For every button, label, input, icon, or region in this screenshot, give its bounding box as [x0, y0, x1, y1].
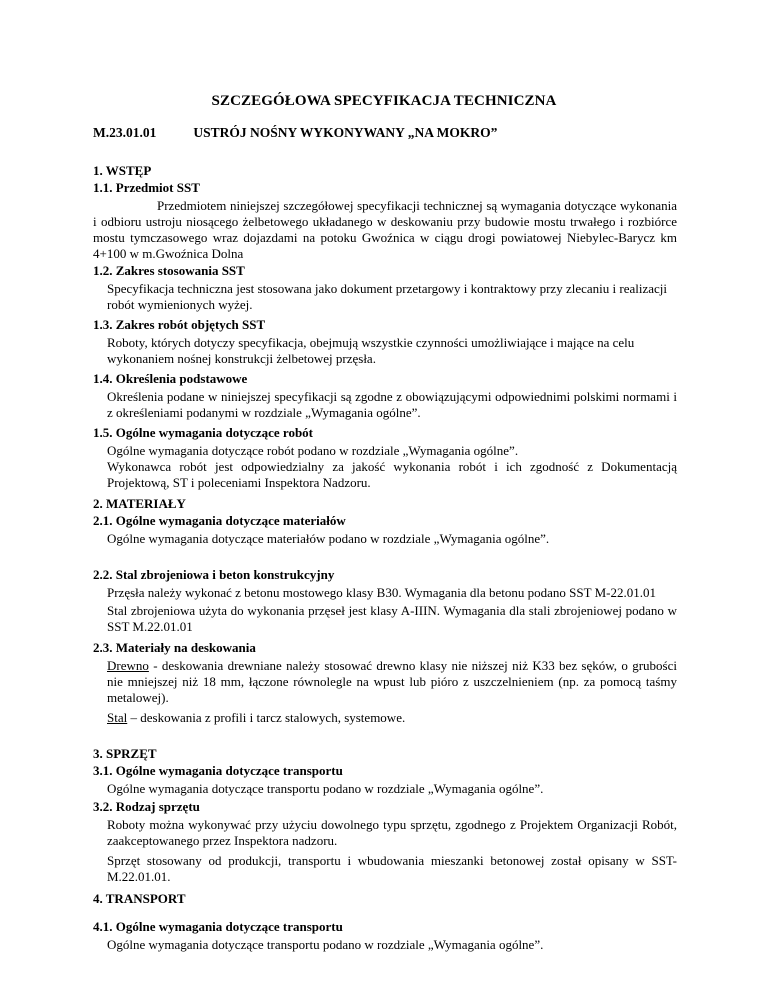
section-heading-3: 3. SPRZĘT	[93, 746, 157, 761]
section-text-2-1: Ogólne wymagania dotyczące materiałów podano w rozdziale „Wymagania ogólne”.	[107, 531, 550, 546]
section-text-2-3-a	[107, 658, 677, 706]
section-heading-1-2: 1.2. Zakres stosowania SST	[93, 263, 245, 278]
section-heading-4-1: 4.1. Ogólne wymagania dotyczące transportu	[93, 919, 343, 934]
section-text-3-2-a: Roboty można wykonywać przy użyciu dowolnego typu sprzętu, zgodnego z Projektem Organizacji Robót, zaakceptowanego przez Inspektora nadzoru.	[107, 817, 677, 848]
section-heading-2-1: 2.1. Ogólne wymagania dotyczące materiałów	[93, 513, 346, 528]
section-text-1-4: Określenia podane w niniejszej specyfikacji są zgodne z obowiązującymi odpowiednimi polskimi normami i z określeniami podanymi w rozdziale „Wymagania ogólne”.	[107, 389, 677, 420]
section-text-3-2-b: Sprzęt stosowany od produkcji, transportu i wbudowania mieszanki betonowej został opisany w SST-M.22.01.01.	[107, 853, 677, 884]
section-text-2-2-a: Przęsła należy wykonać z betonu mostowego klasy B30. Wymagania dla betonu podano SST M-22.01.01	[107, 585, 656, 600]
section-text-1-5-b: Wykonawca robót jest odpowiedzialny za jakość wykonania robót i ich zgodność z Dokumentacją Projektową, ST i poleceniami Inspektora Nadzoru.	[107, 459, 677, 490]
term-drewno: Drewno	[107, 658, 149, 673]
spec-subtitle: USTRÓJ NOŚNY WYKONYWANY „NA MOKRO”	[193, 125, 498, 140]
term-drewno-desc: - deskowania drewniane należy stosować drewno klasy nie niższej niż K33 bez sęków, o grubości nie mniejszej niż 18 mm, łączone równolegle na wpust lub pióro z uszczelnieniem (np. za pomocą taśmy metalowej).	[107, 658, 677, 705]
section-text-1-1: Przedmiotem niniejszej szczegółowej specyfikacji technicznej są wymagania dotyczące wykonania i odbioru ustroju niosącego żelbetowego układanego w deskowaniu przy budowie mostu trwałego i rozbiórce mostu tymczasowego wraz dojazdami na potoku Gwoźnica w ciągu drogi powiatowej Niebylec-Barycz km 4+100 w m.Gwoźnica Dolna	[93, 198, 677, 261]
section-heading-2: 2. MATERIAŁY	[93, 496, 186, 511]
section-text-2-2-b: Stal zbrojeniowa użyta do wykonania przęseł jest klasy A-IIIN. Wymagania dla stali zbrojeniowej podano w SST M.22.01.01	[107, 603, 677, 634]
section-heading-1-3: 1.3. Zakres robót objętych SST	[93, 317, 266, 332]
section-heading-1: 1. WSTĘP	[93, 163, 152, 178]
section-text-1-5-a: Ogólne wymagania dotyczące robót podano w rozdziale „Wymagania ogólne”.	[107, 443, 519, 458]
term-stal-desc: – deskowania z profili i tarcz stalowych, systemowe.	[127, 710, 406, 725]
section-heading-3-2: 3.2. Rodzaj sprzętu	[93, 799, 200, 814]
section-text-4-1: Ogólne wymagania dotyczące transportu podano w rozdziale „Wymagania ogólne”.	[107, 937, 544, 952]
section-heading-1-4: 1.4. Określenia podstawowe	[93, 371, 248, 386]
section-heading-2-3: 2.3. Materiały na deskowania	[93, 640, 256, 655]
section-heading-4: 4. TRANSPORT	[93, 891, 186, 906]
spec-code: M.23.01.01	[93, 125, 157, 140]
section-text-1-2: Specyfikacja techniczna jest stosowana jako dokument przetargowy i kontraktowy przy zlecaniu i realizacji robót wymienionych wyżej.	[107, 281, 667, 312]
section-heading-2-2: 2.2. Stal zbrojeniowa i beton konstrukcyjny	[93, 567, 335, 582]
section-heading-3-1: 3.1. Ogólne wymagania dotyczące transportu	[93, 763, 343, 778]
section-text-1-3: Roboty, których dotyczy specyfikacja, obejmują wszystkie czynności umożliwiające i mające na celu wykonaniem nośnej konstrukcji żelbetowej przęsła.	[107, 335, 635, 366]
section-heading-1-1: 1.1. Przedmiot SST	[93, 180, 200, 195]
term-stal: Stal	[107, 710, 128, 725]
spec-code-row	[93, 125, 497, 141]
section-heading-1-5: 1.5. Ogólne wymagania dotyczące robót	[93, 425, 314, 440]
section-text-3-1: Ogólne wymagania dotyczące transportu podano w rozdziale „Wymagania ogólne”.	[107, 781, 544, 796]
document-title: SZCZEGÓŁOWA SPECYFIKACJA TECHNICZNA	[211, 93, 557, 109]
section-text-2-3-b	[107, 710, 677, 726]
